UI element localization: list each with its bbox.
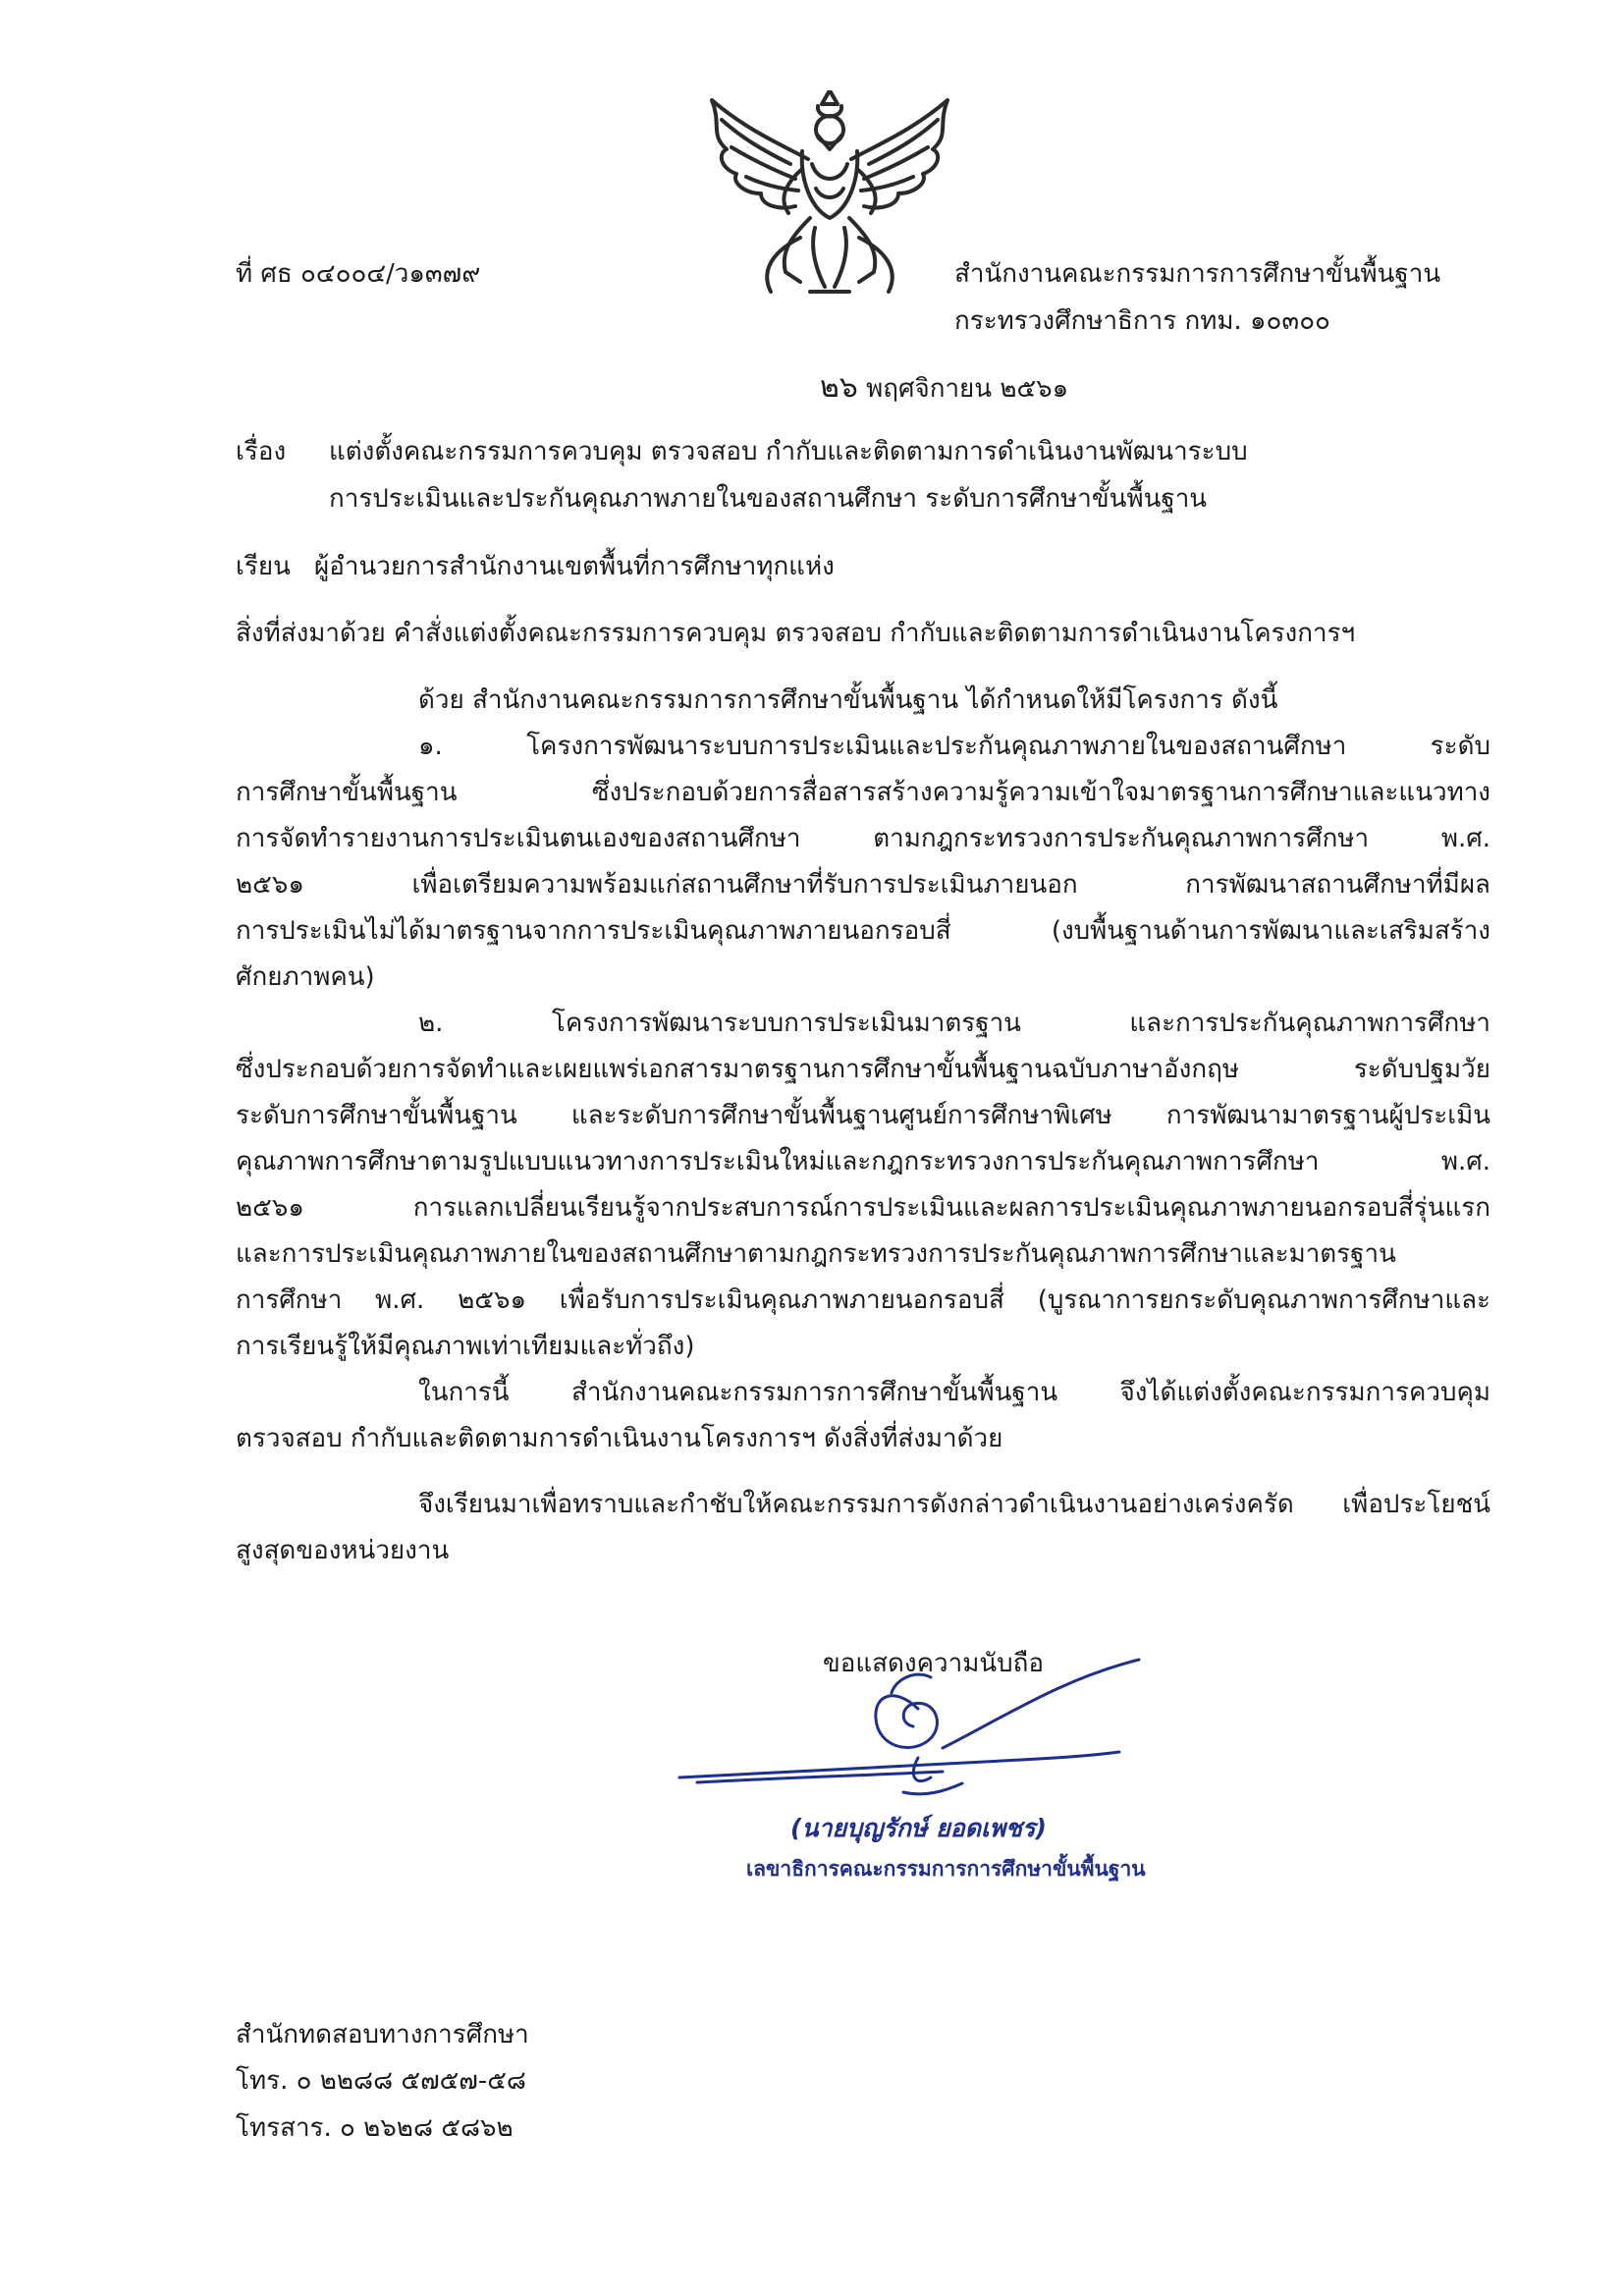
subject-line1: แต่งตั้งคณะกรรมการควบคุม ตรวจสอบ กำกับและติดตามการดำเนินงานพัฒนาระบบ [329,437,1248,466]
letter-date [820,371,1068,406]
enclosure-text: คำสั่งแต่งตั้งคณะกรรมการควบคุม ตรวจสอบ กำกับและติดตามการดำเนินงานโครงการฯ [394,619,1356,648]
item1-line: ๒๕๖๑ เพื่อเตรียมความพร้อมแก่สถานศึกษาที่รับการประเมินภายนอก การพัฒนาสถานศึกษาที่มีผล [236,870,1490,900]
garuda-emblem-icon [692,90,967,301]
org-name-line2: กระทรวงศึกษาธิการ กทม. ๑๐๓๐๐ [954,306,1330,336]
signatory-name: (นายบุญรักษ์ ยอดเพชร) [790,1814,1047,1842]
item2-line: ระดับการศึกษาขั้นพื้นฐาน และระดับการศึกษาขั้นพื้นฐานศูนย์การศึกษาพิเศษ การพัฒนามาตรฐานผู้ประเมิน [236,1101,1490,1130]
para4-line: สูงสุดของหน่วยงาน [236,1536,450,1565]
handwritten-signature [668,1650,1159,1827]
item2-line: การเรียนรู้ให้มีคุณภาพเท่าเทียมและทั่วถึง) [236,1332,695,1361]
item1-line: การจัดทำรายงานการประเมินตนเองของสถานศึกษา ตามกฎกระทรวงการประกันคุณภาพการศึกษา พ.ศ. [236,824,1490,853]
to-recipient: ผู้อำนวยการสำนักงานเขตพื้นที่การศึกษาทุกแห่ง [314,552,835,581]
footer-office: สำนักทดสอบทางการศึกษา [236,2020,529,2050]
letter-body [236,678,1490,1574]
item1-line: ๑. โครงการพัฒนาระบบการประเมินและประกันคุณภาพภายในของสถานศึกษา ระดับ [418,732,1490,761]
subject-label: เรื่อง [236,437,287,466]
date-month-year: พฤศจิกายน ๒๕๖๑ [866,374,1069,404]
footer-fax: โทรสาร. ๐ ๒๖๒๘ ๕๘๖๒ [236,2113,514,2143]
to-label: เรียน [236,552,291,581]
org-name-line1: สำนักงานคณะกรรมการการศึกษาขั้นพื้นฐาน [954,259,1441,289]
footer-tel: โทร. ๐ ๒๒๘๘ ๕๗๕๗-๕๘ [236,2066,526,2096]
enclosure [236,617,1355,650]
item2-line: ๒๕๖๑ การแลกเปลี่ยนเรียนรู้จากประสบการณ์การประเมินและผลการประเมินคุณภาพภายนอกรอบสี่รุ่นแรก [236,1193,1490,1223]
item1-line: ศักยภาพคน) [236,962,375,992]
para3-line: ตรวจสอบ กำกับและติดตามการดำเนินงานโครงการฯ ดังสิ่งที่ส่งมาด้วย [236,1424,1003,1453]
para3-line: ในการนี้ สำนักงานคณะกรรมการการศึกษาขั้นพื้นฐาน จึงได้แต่งตั้งคณะกรรมการควบคุม [418,1378,1490,1407]
item2-line: การศึกษา พ.ศ. ๒๕๖๑ เพื่อรับการประเมินคุณภาพภายนอกรอบสี่ (บูรณาการยกระดับคุณภาพการศึกษาและ [236,1285,1490,1315]
para4-line: จึงเรียนมาเพื่อทราบและกำชับให้คณะกรรมการดังกล่าวดำเนินงานอย่างเคร่งครัด เพื่อประโยชน์ [418,1490,1490,1519]
item1-line: การประเมินไม่ได้มาตรฐานจากการประเมินคุณภาพภายนอกรอบสี่ (งบพื้นฐานด้านการพัฒนาและเสริมสร้าง [236,916,1490,946]
item2-line: คุณภาพการศึกษาตามรูปแบบแนวทางการประเมินใหม่และกฎกระทรวงการประกันคุณภาพการศึกษา พ.ศ. [236,1147,1490,1176]
document-number: ที่ ศธ ๐๔๐๐๔/ว๑๓๗๙ [236,259,481,289]
item2-line: และการประเมินคุณภาพภายในของสถานศึกษาตามกฎกระทรวงการประกันคุณภาพการศึกษาและมาตรฐาน [236,1239,1396,1269]
item2-line: ๒. โครงการพัฒนาระบบการประเมินมาตรฐาน และการประกันคุณภาพการศึกษา [418,1009,1490,1038]
body-intro: ด้วย สำนักงานคณะกรรมการการศึกษาขั้นพื้นฐาน ได้กำหนดให้มีโครงการ ดังนี้ [418,685,1278,715]
date-day: ๒๖ [820,370,858,405]
signatory-position: เลขาธิการคณะกรรมการการศึกษาขั้นพื้นฐาน [746,1857,1146,1881]
closing-salutation: ขอแสดงความนับถือ [823,1649,1044,1678]
item2-line: ซึ่งประกอบด้วยการจัดทำและเผยแพร่เอกสารมาตรฐานการศึกษาขั้นพื้นฐานฉบับภาษาอังกฤษ ระดับปฐมวัย [236,1055,1490,1084]
item1-line: การศึกษาขั้นพื้นฐาน ซึ่งประกอบด้วยการสื่อสารสร้างความรู้ความเข้าใจมาตรฐานการศึกษาและแนวทาง [236,778,1490,807]
enclosure-label: สิ่งที่ส่งมาด้วย [236,619,386,648]
subject-line2: การประเมินและประกันคุณภาพภายในของสถานศึกษา ระดับการศึกษาขั้นพื้นฐาน [329,484,1208,514]
